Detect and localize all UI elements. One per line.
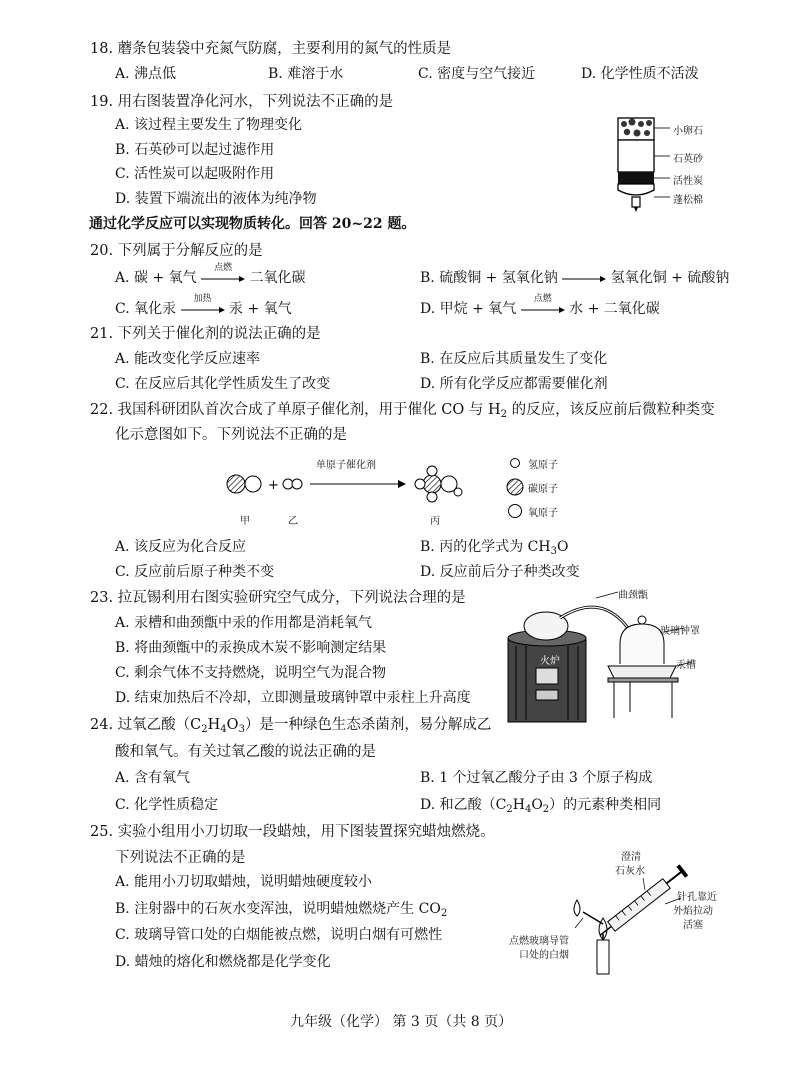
q19-option-d: D. 装置下端流出的液体为纯净物 bbox=[115, 191, 317, 207]
q25-option-a: A. 能用小刀切取蜡烛，说明蜡烛硬度较小 bbox=[115, 874, 373, 890]
section-note: 通过化学反应可以实现物质转化。回答 20~22 题。 bbox=[89, 216, 416, 232]
q22-option-b: B. 丙的化学式为 $CH_3O$ bbox=[420, 539, 569, 557]
q20-option-b: B. 硫酸铜 + 氢氧化钠 氢氧化铜 + 硫酸钠 bbox=[420, 270, 730, 286]
q22-stem-line2: 化示意图如下。下列说法不正确的是 bbox=[115, 427, 347, 443]
q25-stem-line1: 25. 实验小组用小刀切取一段蜡烛，用下图装置探究蜡烛燃烧。 bbox=[90, 824, 495, 840]
q23-option-b: B. 将曲颈甑中的汞换成木炭不影响测定结果 bbox=[115, 640, 387, 656]
legend-oxygen: 氧原子 bbox=[528, 508, 558, 519]
label-yi: 乙 bbox=[288, 516, 298, 527]
q20-option-c: C. 氧化汞 加热 汞 + 氧气 bbox=[115, 294, 292, 317]
q24-option-d: D. 和乙酸$(C_2H_4O_2)$的元素种类相同 bbox=[420, 797, 662, 815]
q18-option-b: B. 难溶于水 bbox=[268, 66, 344, 82]
label-limewater-2: 石灰水 bbox=[615, 866, 645, 877]
q24-option-b: B. 1 个过氧乙酸分子由 3 个原子构成 bbox=[420, 770, 653, 786]
q21-option-b: B. 在反应后其质量发生了变化 bbox=[420, 351, 608, 367]
water-filter-figure bbox=[610, 112, 720, 222]
q25-option-b: B. 注射器中的石灰水变浑浊，说明蜡烛燃烧产生 $CO_2$ bbox=[115, 901, 448, 919]
label-smoke-1: 点燃玻璃导管 bbox=[509, 936, 569, 947]
q19-stem: 19. 用右图装置净化河水，下列说法不正确的是 bbox=[90, 94, 394, 110]
q22-stem-line1: 22. 我国科研团队首次合成了单原子催化剂，用于催化 CO 与 $H_2$ 的反应，该反应前后微粒种类变 bbox=[90, 402, 715, 420]
q20-stem: 20. 下列属于分解反应的是 bbox=[90, 243, 263, 259]
q20-option-a: A. 碳 + 氧气 点燃 二氧化碳 bbox=[115, 263, 306, 286]
q25-option-d: D. 蜡烛的熔化和燃烧都是化学变化 bbox=[115, 954, 331, 970]
q24-stem-line1: 24. 过氧乙酸$(C_2H_4O_3)$是一种绿色生态杀菌剂，易分解成乙 bbox=[90, 717, 492, 735]
label-needle-2: 外焰拉动 bbox=[673, 906, 713, 917]
label-activated-carbon: 活性炭 bbox=[673, 176, 703, 187]
q23-option-c: C. 剩余气体不支持燃烧，说明空气为混合物 bbox=[115, 665, 387, 681]
q23-stem: 23. 拉瓦锡利用右图实验研究空气成分，下列说法合理的是 bbox=[90, 590, 466, 606]
label-bing: 丙 bbox=[430, 516, 440, 527]
label-needle-1: 针孔靠近 bbox=[677, 892, 717, 903]
label-needle-3: 活塞 bbox=[683, 920, 703, 931]
svg-text:+: + bbox=[268, 478, 279, 493]
q21-option-c: C. 在反应后其化学性质发生了改变 bbox=[115, 376, 331, 392]
label-quartz-sand: 石英砂 bbox=[673, 154, 703, 165]
q21-stem: 21. 下列关于催化剂的说法正确的是 bbox=[90, 326, 321, 342]
catalyst-label: 单原子催化剂 bbox=[316, 460, 376, 471]
label-smoke-2: 口处的白烟 bbox=[519, 950, 569, 961]
q23-option-d: D. 结束加热后不冷却，立即测量玻璃钟罩中汞柱上升高度 bbox=[115, 690, 471, 706]
q22-option-a: A. 该反应为化合反应 bbox=[115, 539, 247, 555]
lavoisier-apparatus-figure bbox=[500, 586, 720, 726]
q24-stem-line2: 酸和氧气。有关过氧乙酸的说法正确的是 bbox=[115, 744, 376, 760]
legend-carbon: 碳原子 bbox=[528, 484, 558, 495]
q19-option-a: A. 该过程主要发生了物理变化 bbox=[115, 117, 303, 133]
label-bell-jar: 玻璃钟罩 bbox=[660, 626, 700, 637]
q24-option-a: A. 含有氧气 bbox=[115, 770, 191, 786]
reaction-diagram bbox=[220, 450, 620, 530]
q22-option-c: C. 反应前后原子种类不变 bbox=[115, 564, 275, 580]
q19-option-b: B. 石英砂可以起过滤作用 bbox=[115, 142, 275, 158]
q24-option-c: C. 化学性质稳定 bbox=[115, 797, 219, 813]
q25-option-c: C. 玻璃导管口处的白烟能被点燃，说明白烟有可燃性 bbox=[115, 927, 443, 943]
q22-option-d: D. 反应前后分子种类改变 bbox=[420, 564, 580, 580]
label-retort: 曲颈甑 bbox=[618, 590, 648, 601]
q20-option-d: D. 甲烷 + 氧气 点燃 水 + 二氧化碳 bbox=[420, 294, 660, 317]
q25-stem-line2: 下列说法不正确的是 bbox=[115, 850, 246, 866]
label-mercury-trough: 汞槽 bbox=[676, 660, 696, 671]
legend-hydrogen: 氢原子 bbox=[528, 460, 558, 471]
q18-stem: 18. 蘑条包装袋中充氮气防腐，主要利用的氮气的性质是 bbox=[90, 41, 452, 57]
q21-option-a: A. 能改变化学反应速率 bbox=[115, 351, 261, 367]
label-limewater-1: 澄清 bbox=[621, 852, 641, 863]
page-footer: 九年级（化学） 第 3 页（共 8 页） bbox=[290, 1014, 513, 1030]
label-cotton: 蓬松棉 bbox=[673, 195, 703, 206]
q21-option-d: D. 所有化学反应都需要催化剂 bbox=[420, 376, 608, 392]
label-jia: 甲 bbox=[240, 516, 250, 527]
q18-option-d: D. 化学性质不活泼 bbox=[581, 66, 699, 82]
candle-experiment-figure bbox=[505, 848, 725, 978]
q18-option-c: C. 密度与空气接近 bbox=[418, 66, 536, 82]
q18-option-a: A. 沸点低 bbox=[115, 66, 177, 82]
label-furnace: 火炉 bbox=[540, 656, 560, 667]
q23-option-a: A. 汞槽和曲颈甑中汞的作用都是消耗氧气 bbox=[115, 615, 373, 631]
label-pebbles: 小卵石 bbox=[673, 126, 703, 137]
q19-option-c: C. 活性炭可以起吸附作用 bbox=[115, 166, 275, 182]
